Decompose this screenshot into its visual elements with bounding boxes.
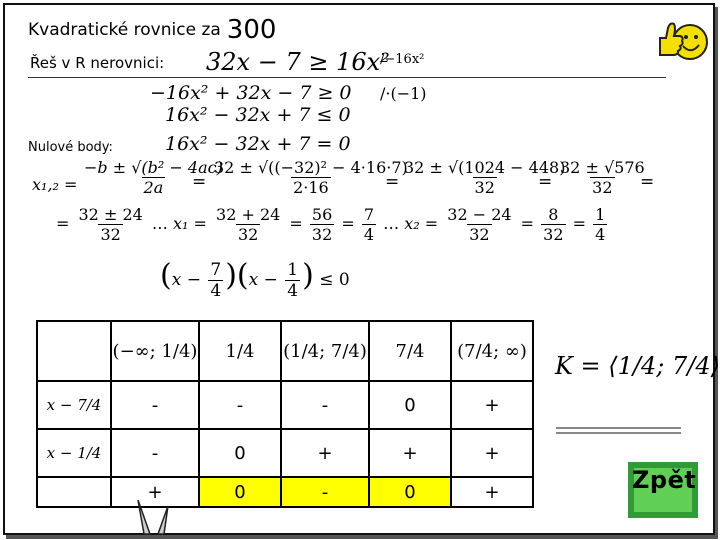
x1-den: 32 [237, 225, 259, 244]
page-title [28, 12, 277, 45]
x2-label: x₂ = [404, 214, 439, 233]
thumbs-up-smiley-icon [652, 12, 710, 70]
result-underline-2 [556, 432, 681, 434]
factor-1-num: 7 [210, 260, 222, 280]
pm-num: 32 ± 24 [78, 205, 143, 224]
x1-b-den: 32 [311, 225, 333, 244]
formula-general-num: −b ± √(b² − 4ac) [84, 158, 223, 177]
factor-2-num: 1 [287, 260, 299, 280]
formula-simplified-num: 32 ± √(1024 − 448) [404, 158, 566, 177]
x1-c-num: 7 [363, 205, 375, 224]
factor-2-x: x − [248, 270, 278, 290]
pen-decoration-icon [128, 500, 188, 536]
table-cell: + [451, 381, 533, 429]
eq-sign-1: = [192, 172, 207, 192]
title-text: Kvadratické rovnice za [28, 20, 221, 40]
dots-1: … [151, 214, 168, 233]
table-cell: + [451, 429, 533, 477]
eq-sign-9: = [572, 214, 587, 233]
sign-table [36, 320, 534, 508]
header-interval-1: (−∞; 1/4) [111, 321, 199, 381]
table-corner [37, 321, 111, 381]
table-cell: + [111, 477, 199, 507]
x1-num: 32 + 24 [216, 205, 281, 224]
table-cell: - [111, 381, 199, 429]
pm-den: 32 [100, 225, 121, 244]
table-cell-highlight: 0 [369, 477, 451, 507]
step-line-3: 16x² − 32x + 7 = 0 [165, 133, 351, 155]
formula-root-den: 32 [592, 178, 613, 197]
factored-relation: ≤ 0 [319, 270, 350, 290]
formula-general-den: 2a [143, 178, 164, 197]
x2-num: 32 − 24 [447, 205, 512, 224]
table-cell: + [369, 429, 451, 477]
header-point-1: 1/4 [199, 321, 281, 381]
divider [28, 77, 666, 78]
task-inequality: 32x − 7 ≥ 16x² [206, 48, 390, 76]
header-interval-2: (1/4; 7/4) [281, 321, 369, 381]
step-line-1: −16x² + 32x − 7 ≥ 0 [150, 82, 352, 104]
formula-root [556, 158, 649, 197]
table-cell: 0 [199, 429, 281, 477]
points-value: 300 [226, 15, 277, 45]
formula-simplified-den: 32 [474, 178, 495, 197]
eq-sign-6: = [289, 214, 303, 233]
header-interval-3: (7/4; ∞) [451, 321, 533, 381]
x2-c-den: 4 [595, 225, 606, 244]
x2-b-num: 8 [548, 205, 559, 224]
eq-sign-8: = [520, 214, 535, 233]
factor-1-x: x − [171, 270, 201, 290]
back-button-label[interactable]: Zpět [632, 466, 697, 494]
roots-line [56, 205, 609, 244]
header-point-2: 7/4 [369, 321, 451, 381]
factor-1-den: 4 [210, 281, 222, 301]
x2-c-num: 1 [595, 205, 606, 224]
factored-inequality: (x − $\frac{7}{4}$ )(x − $\frac{1}{4}$ ) ≤ 0 [160, 258, 350, 301]
x1-b-num: 56 [311, 205, 333, 224]
table-cell: - [199, 381, 281, 429]
dots-2: … [383, 214, 400, 233]
table-cell-highlight: - [281, 477, 369, 507]
table-cell-highlight: 0 [199, 477, 281, 507]
x2-b-den: 32 [543, 225, 564, 244]
formula-substituted-den: 2·16 [293, 178, 329, 197]
formula-substituted [210, 158, 412, 197]
table-cell: - [281, 381, 369, 429]
eq-sign-3: = [538, 172, 553, 192]
table-cell: - [111, 429, 199, 477]
eq-sign-2: = [385, 172, 400, 192]
formula-substituted-num: 32 ± √((−32)² − 4·16·7) [214, 158, 408, 177]
roots-label: Nulové body: [28, 140, 113, 155]
task-note: /−16x² [380, 52, 425, 67]
table-cell: 0 [369, 381, 451, 429]
x1-label: x₁ = [172, 214, 207, 233]
row-label-factor-1: x − 7/4 [37, 381, 111, 429]
factor-2-den: 4 [287, 281, 299, 301]
eq-sign-7: = [341, 214, 355, 233]
step-line-1-note: /·(−1) [380, 84, 427, 103]
table-cell: + [281, 429, 369, 477]
task-label: Řeš v R nerovnici: [30, 54, 165, 72]
result-underline-1 [556, 427, 681, 429]
formula-lhs: x₁,₂ = [32, 175, 78, 194]
result-set: K = ⟨1/4; 7/4⟩ [555, 352, 720, 380]
row-label-product [37, 477, 111, 507]
table-cell: + [451, 477, 533, 507]
step-line-2: 16x² − 32x + 7 ≤ 0 [165, 104, 351, 126]
eq-sign-4: = [640, 172, 655, 192]
row-label-factor-2: x − 1/4 [37, 429, 111, 477]
formula-root-num: 32 ± √576 [560, 158, 645, 177]
x2-den: 32 [469, 225, 490, 244]
eq-sign-5: = [56, 214, 70, 233]
x1-c-den: 4 [363, 225, 375, 244]
